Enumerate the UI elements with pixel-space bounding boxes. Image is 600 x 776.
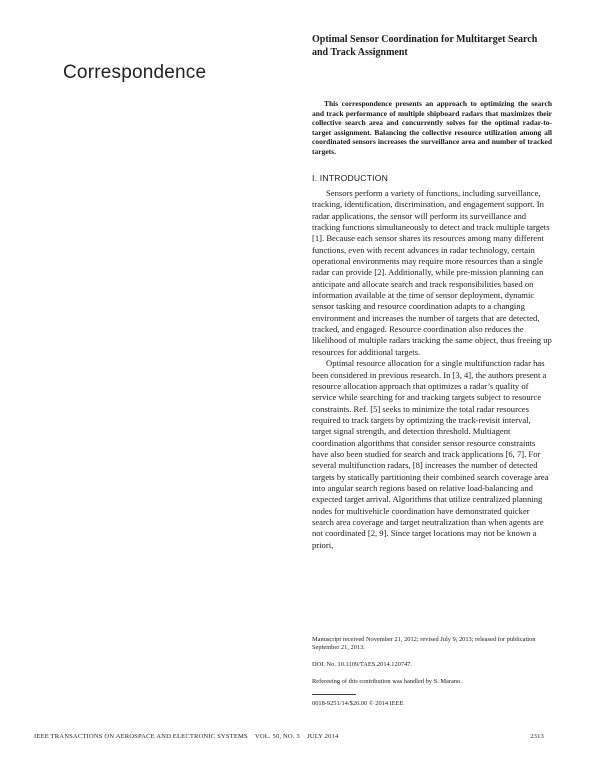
footnote-reviewer: Refereeing of this contribution was handled by S. Marano. [312,678,462,685]
footnote-divider [312,694,356,695]
footnote-manuscript-dates: Manuscript received November 21, 2012; revised July 9, 2013; released for publication September 21, 2013. [312,636,536,652]
running-footer [34,733,544,740]
article-title: Optimal Sensor Coordination for Multitarget Search and Track Assignment [312,34,538,58]
section-heading-introduction: I. INTRODUCTION [312,173,389,183]
paragraph-1: Sensors perform a variety of functions, including surveillance, tracking, identification, discrimination, and engagement support. In radar applications, the sensor will perform its surveillance and tracking functions simultaneously to detect and track multiple targets [1]. Because each sensor shares its resources among many different functions, even with recent advances in radar technology, certain operational environments may require more resources than a single radar can provide [2]. Additionally, while pre-mission planning can anticipate and allocate search and track responsibilities based on information available at the time of sensor deployment, dynamic sensor tasking and resource coordination adapts to a changing environment and increases the number of targets that are detected, tracked, and engaged. Resource coordination also reduces the likelihood of multiple radars tracking the same object, thus freeing up resources for additional targets. [312,188,552,357]
page-number: 2313 [530,733,544,740]
copyright-notice: 0018-9251/14/$26.00 © 2014 IEEE [312,700,404,707]
section-label: Correspondence [63,62,207,83]
footnote-doi: DOI. No. 10.1109/TAES.2014.120747. [312,661,413,668]
abstract: This correspondence presents an approach to optimizing the search and track performance of multiple shipboard radars that maximizes their collective search area and concurrently solves for the optimal radar-to-target assignment. Balancing the collective resource utilization among all coordinated sensors increases the surveillance area and number of tracked targets. [312,99,552,156]
journal-citation: IEEE TRANSACTIONS ON AEROSPACE AND ELECTRONIC SYSTEMS VOL. 50, NO. 3 JULY 2014 [34,733,339,740]
introduction-body [312,188,552,551]
paragraph-2: Optimal resource allocation for a single multifunction radar has been considered in previous research. In [3, 4], the authors present a resource allocation approach that optimizes a radar’s quality of service while searching for and tracking targets subject to resource constraints. Ref. [5] seeks to minimize the total radar resources required to track targets by optimizing the track-revisit interval, target signal strength, and detection threshold. Multiagent coordination algorithms that consider sensor resource constraints have also been studied for search and track applications [6, 7]. For several multifunction radars, [8] increases the number of detected targets by statically partitioning their combined search coverage area into angular search regions based on relative load-balancing and expected target arrival. Algorithms that utilize centralized planning nodes for multivehicle coordination have demonstrated quicker search area coverage and target neutralization than when agents are not coordinated [2, 9]. Since target locations may not be known a priori, [312,358,549,550]
